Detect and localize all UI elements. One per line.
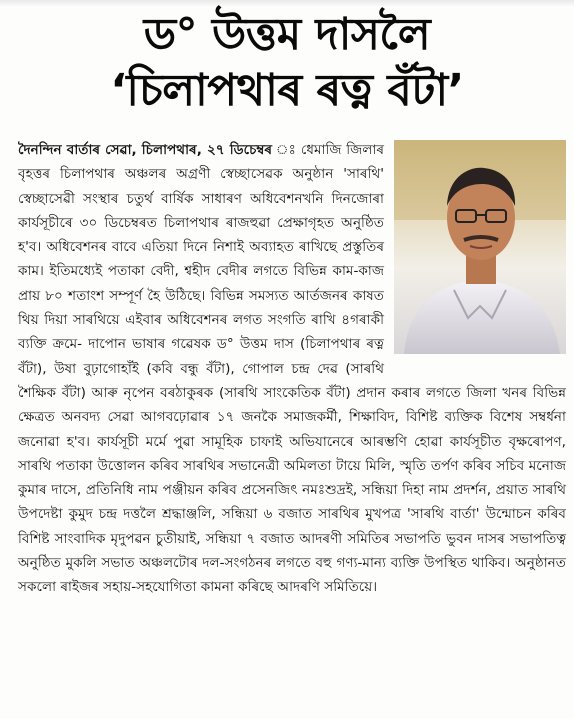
portrait-illustration bbox=[394, 140, 566, 354]
top-edge-strip bbox=[0, 0, 574, 6]
portrait-photo bbox=[394, 140, 566, 354]
headline bbox=[0, 8, 574, 120]
headline-line-1: ড° উত্তম দাসলৈ bbox=[143, 9, 431, 60]
article-body bbox=[18, 138, 566, 600]
dateline: দৈনন্দিন বাৰ্তাৰ সেৱা, চিলাপথাৰ, ২৭ ডিচেম্বৰ bbox=[18, 142, 273, 158]
headline-line-2: ‘চিলাপথাৰ ৰত্ন বঁটা’ bbox=[110, 65, 464, 116]
article-paragraph: ঃ ধেমাজি জিলাৰ বৃহত্তৰ চিলাপথাৰ অঞ্চলৰ অগ্ৰণী স্বেচ্ছাসেৱক অনুষ্ঠান 'সাৰথি' স্বেচ্ছাসেৱী সংস্থাৰ চতুৰ্থ বাৰ্ষিক সাধাৰণ অধিবেশনখনি দিনজোৰা কাৰ্যসূচীৰে ৩০ ডিচেম্বৰত চিলাপথাৰ ৰাজহুৱা প্ৰেক্ষাগৃহত অনুষ্ঠিত হ'ব। অধিবেশনৰ বাবে এতিয়া দিনে নিশাই অব্যাহত ৰাখিছে প্ৰস্তুতিৰ কাম। ইতিমধ্যেই পতাকা বেদী, শ্বহীদ বেদীৰ লগতে বিভিন্ন কাম-কাজ প্ৰায় ৮০ শতাংশ সম্পূৰ্ণ হৈ উঠিছে। বিভিন্ন সমস্যত আৰ্তজনৰ কাষত থিয় দিয়া সাৰথিয়ে এইবাৰ অধিবেশনৰ লগত সংগতি ৰাখি ৪গৰাকী ব্যক্তি ক্ৰমে- দাপোন ভাষাৰ গৱেষক ড° উত্তম দাস (চিলাপথাৰ ৰত্ন বঁটা), উষা বুঢ়াগোহাঁই (কবি বন্ধু বঁটা), গোপাল চন্দ্ৰ দেৱ (সাৰথি শৈক্ষিক বঁটা) আৰু নৃপেন বৰঠাকুৰক (সাৰথি সাংকেতিক বঁটা) প্ৰদান কৰাৰ লগতে জিলা খনৰ বিভিন্ন ক্ষেত্ৰত অনবদ্য সেৱা আগবঢ়োৱাৰ ১৭ জনকৈ সমাজকৰ্মী, শিক্ষাবিদ, বিশিষ্ট ব্যক্তিক বিশেষ সম্বৰ্ধনা জনোৱা হ'ব। কাৰ্যসূচী মৰ্মে পুৱা সামূহিক চাফাই অভিযানেৰে আৰম্ভণি হোৱা কাৰ্যসূচীত বৃক্ষৰোপণ, সাৰথি পতাকা উত্তোলন কৰিব সাৰথিৰ সভানেত্ৰী অমিলতা টায়ে মিলি, স্মৃতি তৰ্পণ কৰিব সচিব মনোজ কুমাৰ দাসে, প্ৰতিনিধি নাম পঞ্জীয়ন কৰিব প্ৰসেনজিৎ নমঃশুদ্ৰই, সন্ধিয়া দিহা নাম প্ৰদৰ্শন, প্ৰয়াত সাৰথি উপদেষ্টা কুমুদ চন্দ্ৰ দত্তলৈ শ্ৰদ্ধাঞ্জলি, সন্ধিয়া ৬ বজাত সাৰথিৰ মুখপত্ৰ 'সাৰথি বাৰ্তা' উন্মোচন কৰিব বিশিষ্ট সাংবাদিক মৃদুপৱন চুতীয়াই, সন্ধিয়া ৭ বজাত আদৰণী সমিতিৰ সভাপতি ভুবন দাসৰ সভাপতিত্ব অনুষ্ঠিত মুকলি সভাত অঞ্চলটোৰ দল-সংগঠনৰ লগতে বহু গণ্য-মান্য ব্যক্তি উপস্থিত থাকিব। অনুষ্ঠানত সকলো ৰাইজৰ সহায়-সহযোগিতা কামনা কৰিছে আদৰণি সমিতিয়ে। bbox=[18, 142, 566, 596]
